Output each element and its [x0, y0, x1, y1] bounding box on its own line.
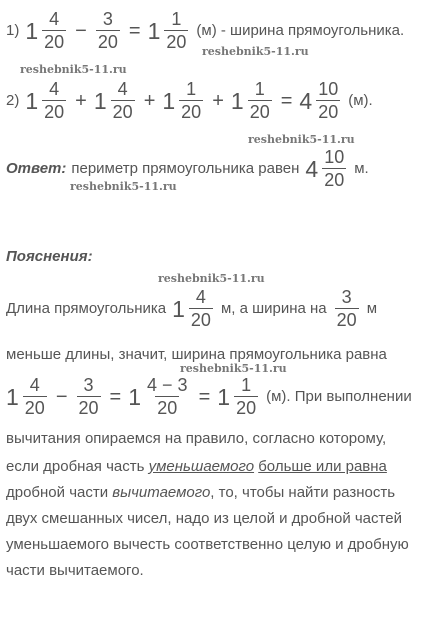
whole-part: 1: [162, 87, 176, 114]
numerator: 1: [186, 79, 197, 99]
explanation-text: (м). При выполнении: [266, 387, 412, 405]
numerator: 1: [254, 79, 265, 99]
explanation-line-2: меньше длины, значит, ширина прямоугольника равна: [6, 346, 387, 363]
minuend-term: уменьшаемого: [148, 458, 255, 475]
fraction: [322, 146, 346, 191]
whole-part: 1: [6, 383, 19, 410]
minus-sign: −: [75, 19, 87, 42]
fraction: [42, 78, 66, 123]
numerator: 3: [102, 9, 113, 29]
whole-part: 1: [147, 17, 161, 44]
explanation-line-3: вычитания опираемся на правило, согласно которому,: [6, 430, 387, 447]
numerator: 4: [49, 9, 60, 29]
subtrahend-term: вычитаемого: [112, 484, 211, 501]
plus-sign: +: [75, 89, 87, 112]
whole-part: 1: [25, 17, 39, 44]
step-1-text: (м) - ширина прямоугольника.: [196, 21, 405, 39]
denominator: 20: [190, 310, 211, 330]
numerator: 4: [29, 375, 40, 395]
numerator: 1: [241, 375, 252, 395]
explanation-heading: Пояснения:: [6, 248, 93, 265]
denominator: 20: [318, 102, 339, 122]
denominator: 20: [44, 32, 65, 52]
answer-text: периметр прямоугольника равен: [71, 159, 300, 177]
numerator: 4: [49, 79, 60, 99]
answer-line: [6, 146, 369, 191]
step-number: 1): [6, 21, 20, 39]
whole-part: 1: [217, 383, 231, 410]
explanation-line-1: [6, 286, 377, 331]
fraction: [189, 286, 213, 331]
equals-sign: =: [109, 385, 122, 408]
explanation-text: м, а ширина на: [220, 299, 327, 317]
fraction: [23, 374, 47, 419]
fraction: [248, 78, 272, 123]
equals-sign: =: [198, 385, 211, 408]
numerator: 4: [195, 287, 206, 307]
equals-sign: =: [128, 19, 141, 42]
answer-unit: м.: [354, 159, 369, 177]
step-2-text: (м).: [348, 91, 373, 109]
fraction: [77, 374, 101, 419]
step-2-equation: [6, 78, 373, 123]
explanation-text: м: [366, 299, 377, 317]
explanation-line-8: части вычитаемого.: [6, 562, 144, 579]
condition-term: больше или равна: [258, 458, 387, 475]
watermark: reshebnik5-11.ru: [180, 362, 287, 375]
denominator: 20: [181, 102, 202, 122]
fraction: [335, 286, 359, 331]
denominator: 20: [324, 170, 345, 190]
denominator: 20: [249, 102, 270, 122]
numerator: 3: [83, 375, 94, 395]
numerator: 10: [324, 147, 345, 167]
plus-sign: +: [143, 89, 156, 112]
fraction: [111, 78, 135, 123]
denominator: 20: [157, 398, 178, 418]
fraction: [96, 8, 120, 53]
denominator: 20: [24, 398, 45, 418]
whole-part: 4: [305, 155, 319, 182]
explanation-text: , то, чтобы найти разность: [210, 484, 396, 501]
fraction: [145, 374, 190, 419]
numerator: 4 − 3: [147, 375, 188, 395]
equals-sign: =: [280, 89, 293, 112]
explanation-line-4: [6, 458, 387, 476]
explanation-equation: [6, 374, 412, 419]
watermark: reshebnik5-11.ru: [158, 272, 265, 285]
denominator: 20: [44, 102, 65, 122]
denominator: 20: [112, 102, 133, 122]
explanation-line-5: [6, 484, 395, 502]
step-number: 2): [6, 91, 20, 109]
explanation-line-6: двух смешанных чисел, надо из целой и дробной частей: [6, 510, 402, 527]
fraction: [316, 78, 340, 123]
plus-sign: +: [212, 89, 224, 112]
denominator: 20: [97, 32, 118, 52]
explanation-line-7: уменьшаемого вычесть соответственно целую и дробную: [6, 536, 409, 553]
watermark: reshebnik5-11.ru: [20, 63, 127, 76]
explanation-text: если дробная часть: [6, 458, 149, 475]
denominator: 20: [78, 398, 99, 418]
whole-part: 1: [230, 87, 244, 114]
explanation-text: дробной части: [6, 484, 113, 501]
denominator: 20: [336, 310, 357, 330]
fraction: [42, 8, 66, 53]
fraction: [179, 78, 203, 123]
fraction: [234, 374, 258, 419]
numerator: 4: [117, 79, 128, 99]
whole-part: 1: [93, 87, 107, 114]
denominator: 20: [166, 32, 187, 52]
whole-part: 4: [299, 87, 313, 114]
explanation-text: Длина прямоугольника: [6, 299, 167, 317]
numerator: 1: [171, 9, 182, 29]
whole-part: 1: [25, 87, 39, 114]
watermark: reshebnik5-11.ru: [248, 133, 355, 146]
denominator: 20: [236, 398, 257, 418]
whole-part: 1: [172, 295, 185, 322]
numerator: 10: [318, 79, 339, 99]
minus-sign: −: [55, 385, 68, 408]
numerator: 3: [341, 287, 352, 307]
whole-part: 1: [128, 383, 142, 410]
watermark: reshebnik5-11.ru: [70, 180, 177, 193]
fraction: [164, 8, 188, 53]
watermark: reshebnik5-11.ru: [202, 45, 309, 58]
answer-label: Ответ:: [6, 159, 67, 177]
